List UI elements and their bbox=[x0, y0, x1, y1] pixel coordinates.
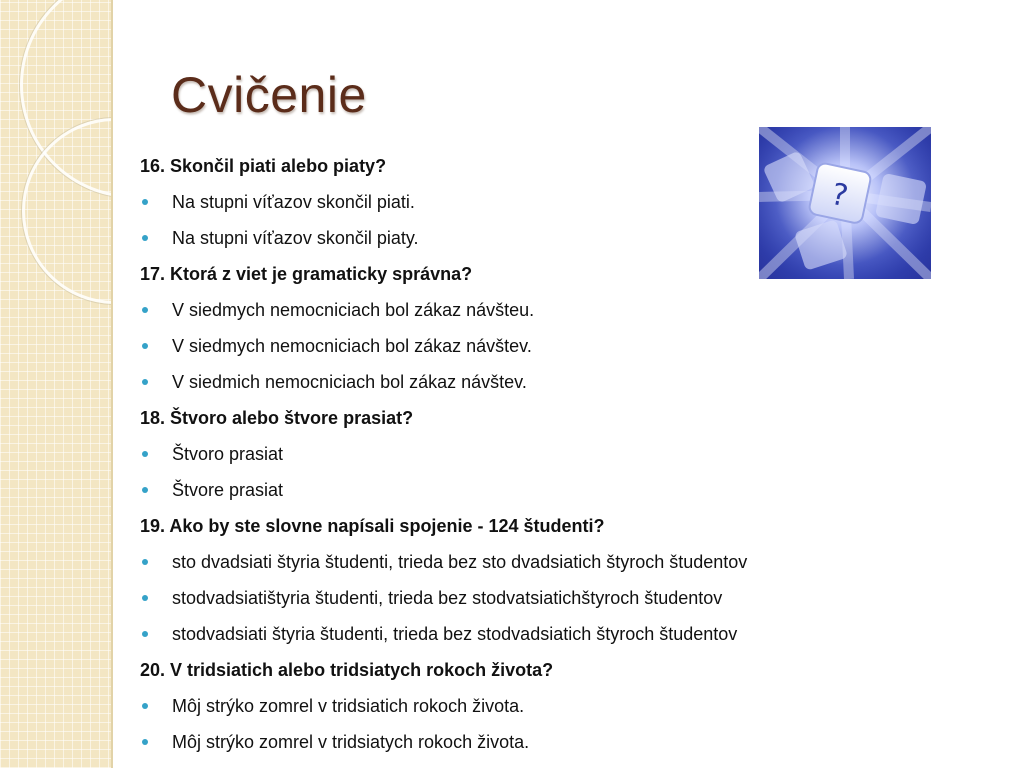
answer-option-text: Môj strýko zomrel v tridsiatych rokoch života. bbox=[172, 732, 530, 752]
question-heading: 17. Ktorá z viet je gramaticky správna? bbox=[140, 264, 473, 284]
answer-option-text: V siedmych nemocniciach bol zákaz návštev. bbox=[172, 336, 532, 356]
question-heading: 19. Ako by ste slovne napísali spojenie - 124 študenti? bbox=[140, 516, 605, 536]
answer-option-text: sto dvadsiati štyria študenti, trieda bez sto dvadsiatich štyroch študentov bbox=[172, 552, 748, 572]
answer-option bbox=[140, 364, 1000, 400]
bullet-dot-icon bbox=[142, 199, 148, 205]
bullet-dot-icon bbox=[142, 703, 148, 709]
bullet-dot-icon bbox=[142, 487, 148, 493]
answer-option-text: stodvadsiati štyria študenti, trieda bez stodvadsiatich štyroch študentov bbox=[172, 624, 738, 644]
bullet-dot-icon bbox=[142, 379, 148, 385]
sidebar-edge bbox=[111, 0, 113, 768]
question-heading: 20. V tridsiatich alebo tridsiatych rokoch života? bbox=[140, 660, 554, 680]
answer-option bbox=[140, 184, 1000, 220]
answer-option bbox=[140, 292, 1000, 328]
answer-option-text: V siedmich nemocniciach bol zákaz návštev. bbox=[172, 372, 527, 392]
answer-option bbox=[140, 616, 1000, 652]
bullet-dot-icon bbox=[142, 739, 148, 745]
decorative-sidebar bbox=[0, 0, 113, 768]
bullet-dot-icon bbox=[142, 307, 148, 313]
answer-option bbox=[140, 472, 1000, 508]
slide-title: Cvičenie bbox=[171, 67, 367, 123]
answer-option bbox=[140, 328, 1000, 364]
bullet-dot-icon bbox=[142, 631, 148, 637]
answer-option bbox=[140, 544, 1000, 580]
answer-option-text: Na stupni víťazov skončil piaty. bbox=[172, 228, 419, 248]
answer-option bbox=[140, 688, 1000, 724]
question-heading: 16. Skončil piati alebo piaty? bbox=[140, 156, 387, 176]
answer-option-text: Štvoro prasiat bbox=[172, 444, 284, 464]
answer-option-text: Na stupni víťazov skončil piati. bbox=[172, 192, 415, 212]
decorative-ring bbox=[22, 118, 113, 304]
question-heading: 18. Štvoro alebo štvore prasiat? bbox=[140, 408, 414, 428]
exercise-list bbox=[140, 148, 1000, 760]
answer-option bbox=[140, 724, 1000, 760]
answer-option bbox=[140, 436, 1000, 472]
answer-option bbox=[140, 580, 1000, 616]
bullet-dot-icon bbox=[142, 451, 148, 457]
bullet-dot-icon bbox=[142, 343, 148, 349]
question-key-glyph: ? bbox=[828, 176, 851, 215]
bullet-dot-icon bbox=[142, 235, 148, 241]
answer-option-text: stodvadsiatištyria študenti, trieda bez stodvatsiatichštyroch študentov bbox=[172, 588, 723, 608]
answer-option-text: V siedmych nemocniciach bol zákaz návšteu. bbox=[172, 300, 535, 320]
answer-option-text: Štvore prasiat bbox=[172, 480, 284, 500]
answer-option bbox=[140, 220, 1000, 256]
bullet-dot-icon bbox=[142, 595, 148, 601]
bullet-dot-icon bbox=[142, 559, 148, 565]
answer-option-text: Môj strýko zomrel v tridsiatich rokoch života. bbox=[172, 696, 525, 716]
